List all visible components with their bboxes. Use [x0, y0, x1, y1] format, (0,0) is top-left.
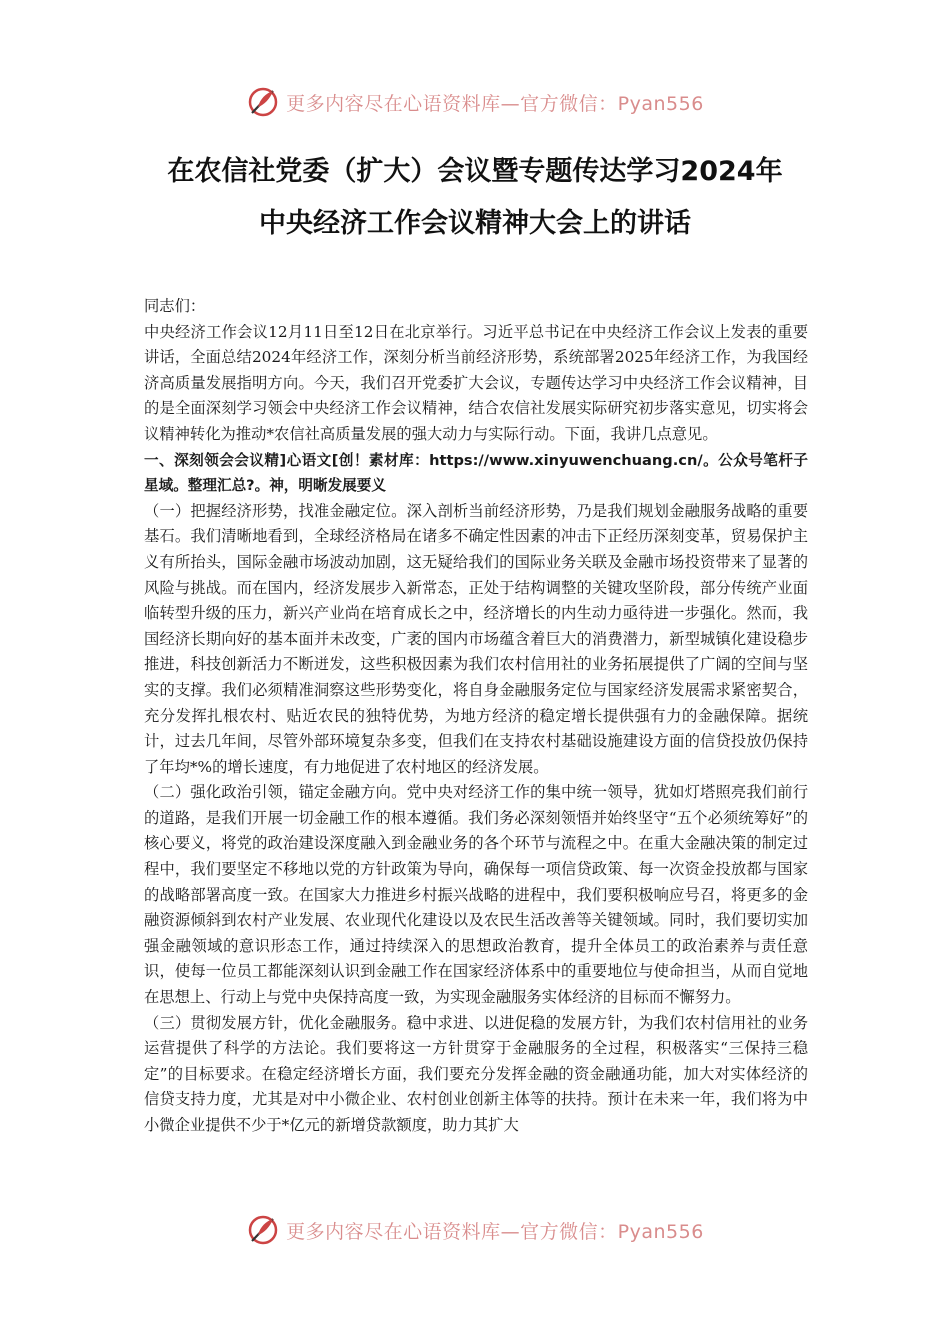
- title-line-2: 中央经济工作会议精神大会上的讲话: [259, 208, 691, 239]
- watermark-banner-bottom: [0, 1208, 950, 1252]
- greeting: 同志们：: [144, 297, 206, 315]
- watermark-banner-top: [0, 80, 950, 124]
- document-title: [60, 146, 890, 250]
- quill-logo-icon: [246, 1213, 280, 1247]
- intro-paragraph: 中央经济工作会议12月11日至12日在北京举行。习近平总书记在中央经济工作会议上发表的重要讲话，全面总结2024年经济工作，深刻分析当前经济形势，系统部署2025年经济工作，为我国经济高质量发展指明方向。今天，我们召开党委扩大会议，专题传达学习中央经济工作会议精神，目的是全面深刻学习领会中央经济工作会议精神，结合农信社发展实际研究初步落实意见，切实将会议精神转化为推动*农信社高质量发展的强大动力与实际行动。下面，我讲几点意见。: [144, 322, 808, 443]
- quill-logo-icon: [246, 85, 280, 119]
- watermark-text: 更多内容尽在心语资料库—官方微信：Pyan556: [286, 92, 704, 115]
- section-heading-1: 一、深刻领会会议精]心语文[创！素材库：https://www.xinyuwenchuang.cn/。公众号笔杆子星域。整理汇总?。神，明晰发展要义: [144, 451, 808, 495]
- paragraph-3: （三）贯彻发展方针，优化金融服务。稳中求进、以进促稳的发展方针，为我们农村信用社的业务运营提供了科学的方法论。我们要将这一方针贯穿于金融服务的全过程，积极落实“三保持三稳定”的目标要求。在稳定经济增长方面，我们要充分发挥金融的资金融通功能，加大对实体经济的信贷支持力度，尤其是对中小微企业、农村创业创新主体等的扶持。预计在未来一年，我们将为中小微企业提供不少于*亿元的新增贷款额度，助力其扩大: [144, 1013, 808, 1134]
- paragraph-1: （一）把握经济形势，找准金融定位。深入剖析当前经济形势，乃是我们规划金融服务战略的重要基石。我们清晰地看到，全球经济格局在诸多不确定性因素的冲击下正经历深刻变革，贸易保护主义有所抬头，国际金融市场波动加剧，这无疑给我们的国际业务关联及金融市场投资带来了显著的风险与挑战。而在国内，经济发展步入新常态，正处于结构调整的关键攻坚阶段，部分传统产业面临转型升级的压力，新兴产业尚在培育成长之中，经济增长的内生动力亟待进一步强化。然而，我国经济长期向好的基本面并未改变，广袤的国内市场蕴含着巨大的消费潜力，新型城镇化建设稳步推进，科技创新活力不断迸发，这些积极因素为我们农村信用社的业务拓展提供了广阔的空间与坚实的支撑。我们必须精准洞察这些形势变化，将自身金融服务定位与国家经济发展需求紧密契合，充分发挥扎根农村、贴近农民的独特优势，为地方经济的稳定增长提供强有力的金融保障。据统计，过去几年间，尽管外部环境复杂多变，但我们在支持农村基础设施建设方面的信贷投放仍保持了年均*%的增长速度，有力地促进了农村地区的经济发展。: [144, 501, 808, 776]
- document-body: [144, 294, 808, 1139]
- paragraph-2: （二）强化政治引领，锚定金融方向。党中央对经济工作的集中统一领导，犹如灯塔照亮我们前行的道路，是我们开展一切金融工作的根本遵循。我们务必深刻领悟并始终坚守“五个必须统筹好”的核心要义，将党的政治建设深度融入到金融业务的各个环节与流程之中。在重大金融决策的制定过程中，我们要坚定不移地以党的方针政策为导向，确保每一项信贷政策、每一次资金投放都与国家的战略部署高度一致。在国家大力推进乡村振兴战略的进程中，我们要积极响应号召，将更多的金融资源倾斜到农村产业发展、农业现代化建设以及农民生活改善等关键领域。同时，我们要切实加强金融领域的意识形态工作，通过持续深入的思想政治教育，提升全体员工的政治素养与责任意识，使每一位员工都能深刻认识到金融工作在国家经济体系中的重要地位与使命担当，从而自觉地在思想上、行动上与党中央保持高度一致，为实现金融服务实体经济的目标而不懈努力。: [144, 783, 808, 1007]
- watermark-text: 更多内容尽在心语资料库—官方微信：Pyan556: [286, 1220, 704, 1243]
- title-line-1: 在农信社党委（扩大）会议暨专题传达学习2024年: [167, 156, 783, 187]
